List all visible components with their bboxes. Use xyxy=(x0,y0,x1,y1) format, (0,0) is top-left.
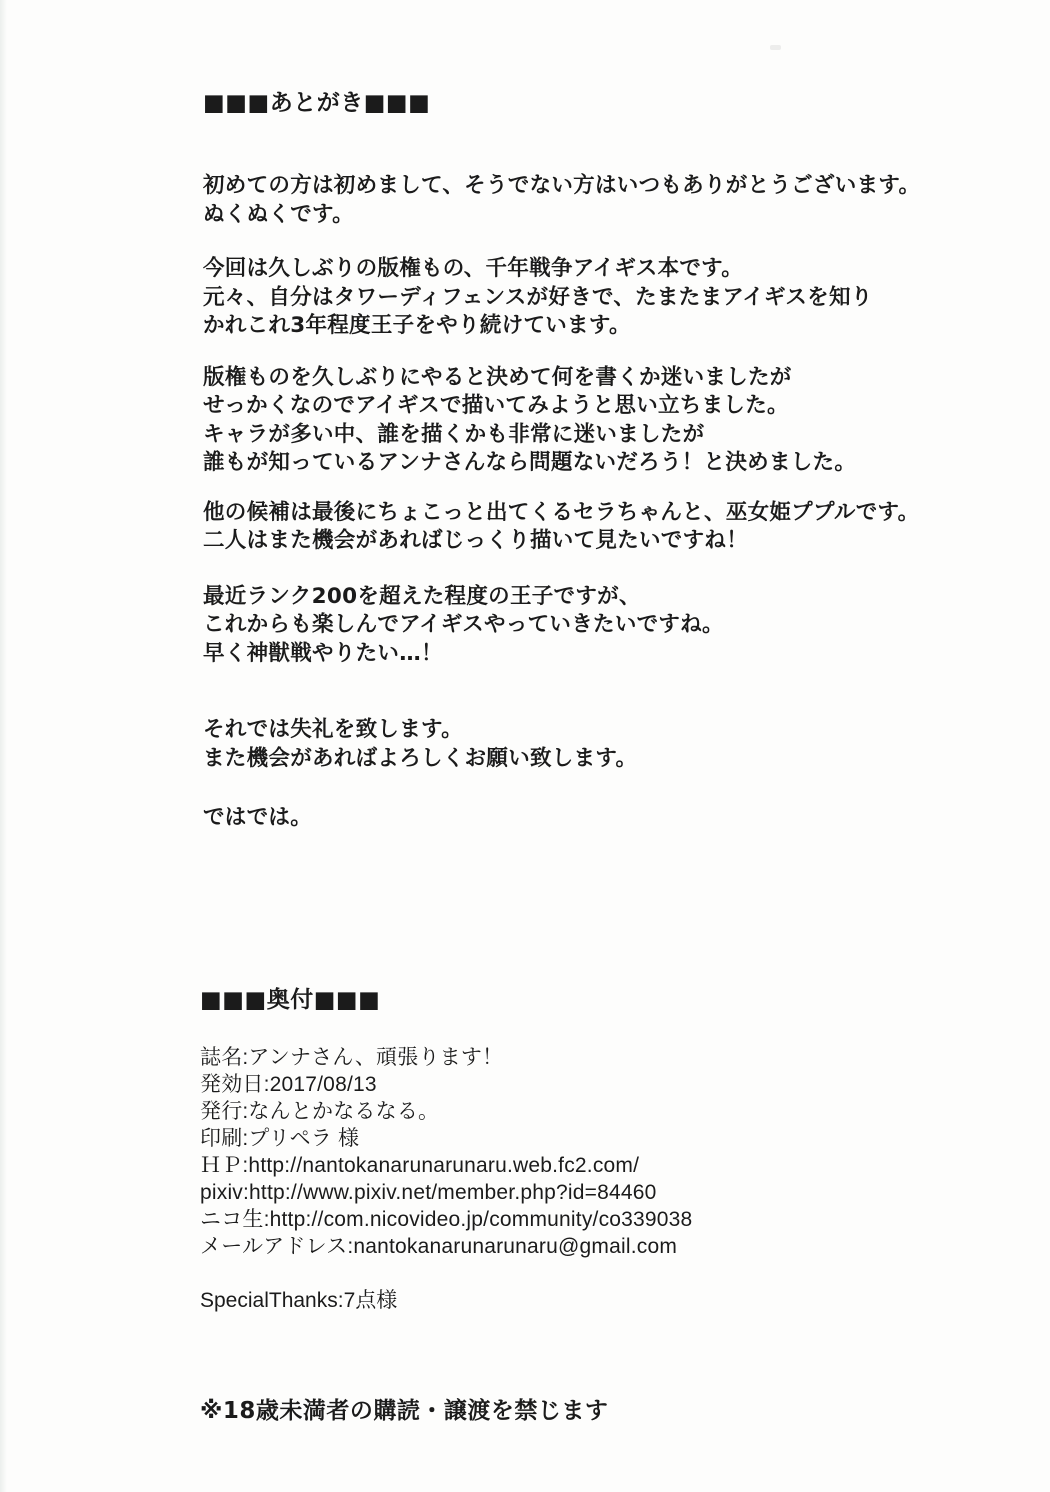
colophon-email-line: メールアドレス:nantokanarunarunaru@gmail.com xyxy=(200,1235,678,1258)
colophon-section xyxy=(200,988,980,1425)
afterword-line: 誰もが知っているアンナさんなら問題ないだろう！と決めました。 xyxy=(203,450,857,475)
colophon-printer-line: 印刷:プリペラ 様 xyxy=(200,1127,360,1150)
afterword-paragraph xyxy=(203,499,963,556)
colophon-date-line: 発効日:2017/08/13 xyxy=(200,1073,377,1096)
colophon-niconico-line: ニコ生:http://com.nicovideo.jp/community/co339038 xyxy=(200,1208,693,1231)
afterword-section xyxy=(203,91,963,833)
afterword-line: 版権ものを久しぶりにやると決めて何を書くか迷いましたが xyxy=(203,364,792,390)
afterword-line: 元々、自分はタワーディフェンスが好きで、たまたまアイギスを知り xyxy=(203,284,873,310)
colophon-publisher-line: 発行:なんとかなるなる。 xyxy=(200,1100,440,1123)
afterword-paragraph xyxy=(203,716,963,773)
afterword-line: せっかくなのでアイギスで描いてみようと思い立ちました。 xyxy=(203,393,789,418)
afterword-line: 初めての方は初めまして、そうでない方はいつもありがとうございます。 xyxy=(203,173,921,198)
afterword-line: 早く神獣戦やりたい…！ xyxy=(203,640,443,666)
afterword-line: 今回は久しぶりの版権もの、千年戦争アイギス本です。 xyxy=(203,256,744,281)
scan-edge-artifact xyxy=(0,0,7,1492)
afterword-line: また機会があればよろしくお願い致します。 xyxy=(203,745,638,771)
afterword-line: キャラが多い中、誰を描くかも非常に迷いましたが xyxy=(203,421,705,447)
afterword-line: ではでは。 xyxy=(203,805,313,830)
afterword-paragraph xyxy=(203,804,963,833)
colophon-entries xyxy=(200,1044,980,1260)
colophon-homepage-line: ＨＰ:http://nantokanarunarunaru.web.fc2.com/ xyxy=(200,1154,640,1177)
afterword-heading: ■■■あとがき■■■ xyxy=(203,90,431,116)
special-thanks-line: SpecialThanks:7点様 xyxy=(200,1289,398,1312)
afterword-paragraph xyxy=(203,255,963,341)
afterword-line: これからも楽しんでアイギスやっていきたいですね。 xyxy=(203,612,724,637)
afterword-paragraph xyxy=(203,364,963,478)
age-restriction-notice: ※18歳未満者の購読・譲渡を禁じます xyxy=(200,1398,609,1424)
scan-speck xyxy=(770,45,781,50)
afterword-line: それでは失礼を致します。 xyxy=(203,717,463,742)
afterword-line: 他の候補は最後にちょこっと出てくるセラちゃんと、巫女姫ププルです。 xyxy=(203,499,920,525)
afterword-line: かれこれ3年程度王子をやり続けています。 xyxy=(203,313,631,338)
afterword-paragraph xyxy=(203,583,963,669)
afterword-paragraph xyxy=(203,172,963,229)
colophon-title-line: 誌名:アンナさん、頑張ります！ xyxy=(200,1046,504,1069)
colophon-pixiv-line: pixiv:http://www.pixiv.net/member.php?id=84460 xyxy=(200,1181,657,1204)
afterword-line: 最近ランク200を超えた程度の王子ですが、 xyxy=(203,583,641,609)
colophon-heading: ■■■奥付■■■ xyxy=(200,987,381,1013)
afterword-line: 二人はまた機会があればじっくり描いて見たいですね！ xyxy=(203,528,749,553)
afterword-line: ぬくぬくです。 xyxy=(203,201,354,227)
